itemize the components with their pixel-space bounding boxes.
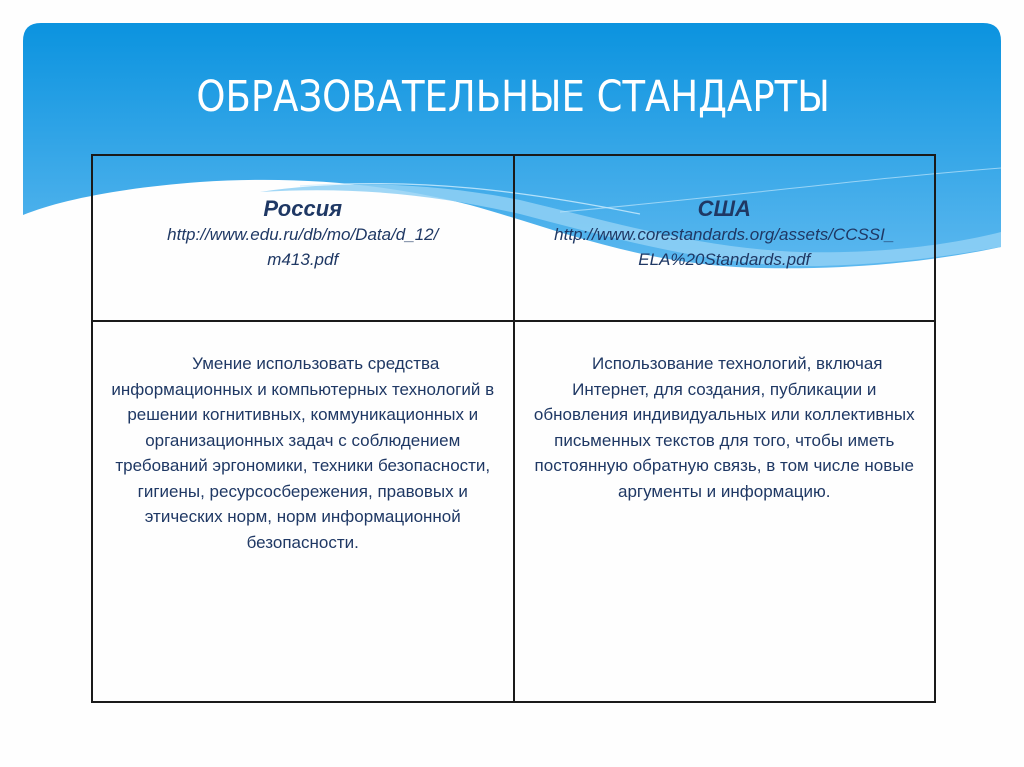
standard-description: Использование технологий, включая Интернет, для создания, публикации и обновления индивидуальных или коллективных письменных текстов для того, чтобы иметь постоянную обратную связь, в том числе новые аргументы и информацию.	[533, 354, 915, 501]
header-cell-russia	[92, 155, 514, 321]
source-link-continued[interactable]: ELA%20Standards.pdf	[638, 250, 811, 269]
country-label: Россия	[263, 196, 343, 221]
body-cell-russia	[92, 321, 514, 702]
table-row	[92, 321, 935, 702]
table-header-row	[92, 155, 935, 321]
slide-title: ОБРАЗОВАТЕЛЬНЫЕ СТАНДАРТЫ	[196, 72, 830, 122]
standards-table	[91, 154, 936, 703]
country-label: США	[697, 196, 751, 221]
body-cell-usa	[514, 321, 936, 702]
source-link-continued[interactable]: m413.pdf	[267, 250, 339, 269]
standard-description: Умение использовать средства информационных и компьютерных технологий в решении когнитивных, коммуникационных и организационных задач с соблюдением требований эргономики, техники безопасности, гигиены, ресурсосбережения, правовых и этических норм, норм информационной безопасности.	[111, 354, 495, 552]
source-link[interactable]: http://www.edu.ru/db/mo/Data/d_12/	[167, 225, 439, 244]
source-link[interactable]: http://www.corestandards.org/assets/CCSSI_	[554, 225, 895, 244]
header-cell-usa	[514, 155, 936, 321]
